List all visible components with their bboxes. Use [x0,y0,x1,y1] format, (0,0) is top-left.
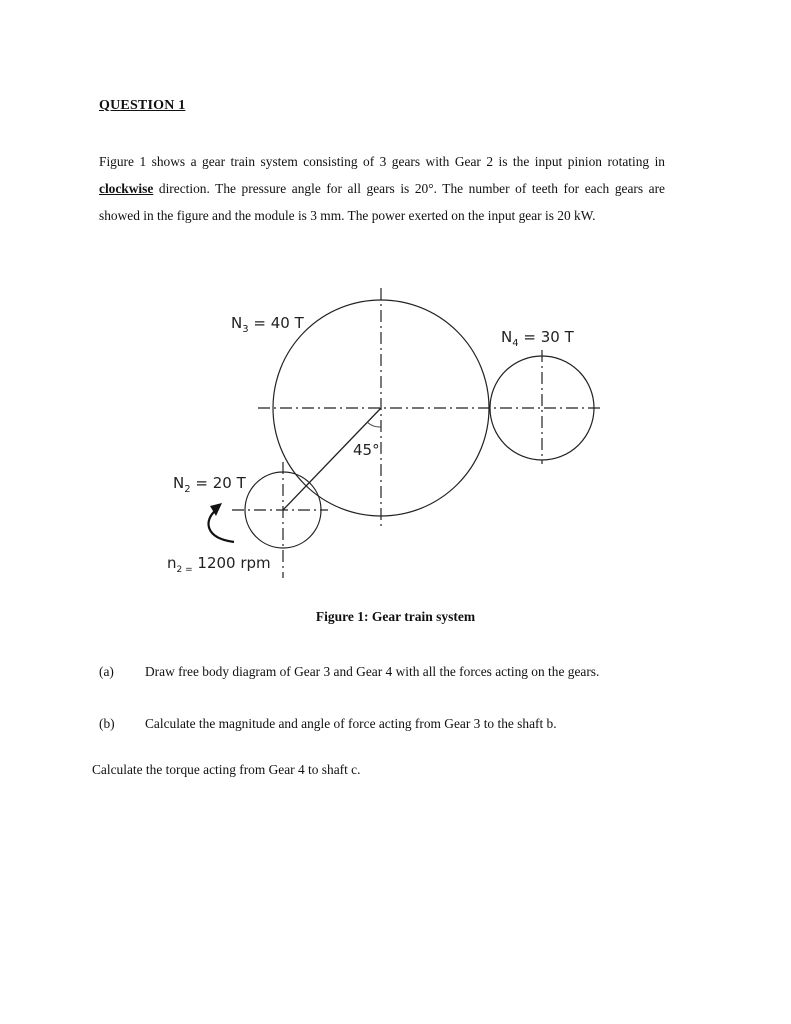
label-angle: 45° [353,441,380,459]
problem-statement [99,148,665,229]
label-n2: $N_2 = 20$ T [173,474,246,495]
rotation-arrow [209,510,234,542]
angle-arc [367,422,381,427]
question-a [99,664,699,684]
statement-part-1: Figure 1 shows a gear train system consisting of 3 gears with Gear 2 is the input pinion rotating in [99,154,665,169]
question-b-text: Calculate the magnitude and angle of force acting from Gear 3 to the shaft b. [145,716,557,731]
direction-emphasis: clockwise [99,181,154,196]
question-a-number: (a) [99,664,114,679]
label-n4: $N_4 = 30$ T [501,328,574,349]
figure-caption: Figure 1: Gear train system [315,609,476,624]
question-heading: QUESTION 1 [99,98,186,113]
question-b-number: (b) [99,716,115,731]
label-input-speed: $n_{2 =}$ 1200 rpm [167,554,271,575]
statement-part-2: direction. The pressure angle for all gears is 20°. The number of teeth for each gears are showed in the figure and the module is 3 mm. The power exerted on the input gear is 20 kW. [99,181,665,223]
center-line-2-3 [283,408,381,510]
label-n3: $N_3 = 40$ T [231,314,304,335]
question-a-text: Draw free body diagram of Gear 3 and Gear 4 with all the forces acting on the gears. [145,664,600,679]
gear-train-figure [140,280,620,600]
question-b [99,716,699,736]
question-c-text: Calculate the torque acting from Gear 4 to shaft c. [92,762,361,777]
